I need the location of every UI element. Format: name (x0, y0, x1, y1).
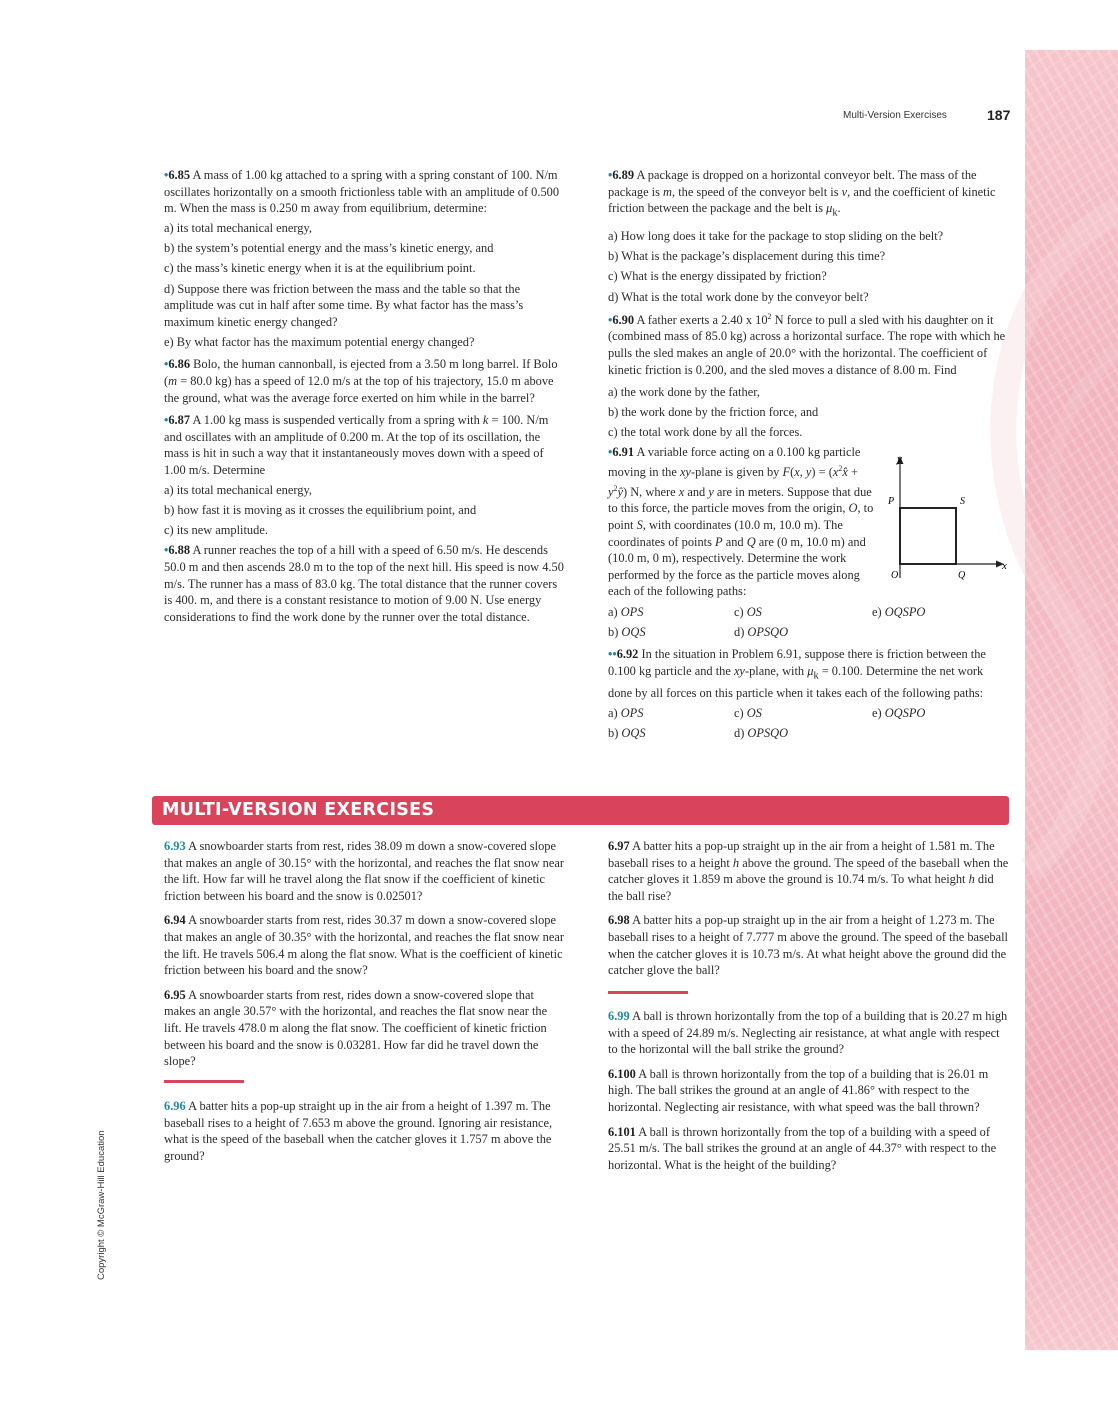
left-column-top (164, 167, 564, 629)
problem-6-86: •6.86 Bolo, the human cannonball, is ejected from a 3.50 m long barrel. If Bolo (m = 80.0 kg) has a speed of 12.0 m/s at the top of his trajectory, 15.0 m above the ground, what was the average force exerted on him while in the barrel? (164, 357, 558, 405)
problem-6-92: ••6.92 In the situation in Problem 6.91, suppose there is friction between the 0.100 kg particle and the xy-plane, with $\mu_k = 0.100$. Determine the net work done by all forces on this particle when it takes each of the following paths: (608, 647, 986, 700)
section-title: MULTI-VERSION EXERCISES (162, 800, 435, 820)
list-item: a) How long does it take for the package to stop sliding on the belt? (608, 229, 944, 244)
right-column-bottom (608, 838, 1010, 983)
problem-6-97: 6.97 A batter hits a pop-up straight up in the air from a height of 1.581 m. The baseball rises to a height h above the ground. The speed of the baseball when the catcher gloves it 1.859 m above the ground is 10.74 m/s. To what height h did the ball rise? (608, 839, 1009, 903)
options-row: a) OPS c) OS e) OQSPO (608, 705, 926, 720)
list-item: c) its new amplitude. (164, 523, 268, 538)
page-number: 187 (987, 107, 1011, 123)
problem-6-90: •6.90 A father exerts a 2.40 x $10^2$ N force to pull a sled with his daughter on it (combined mass of 85.0 kg) across a horizontal surface. The rope with which he pulls the sled makes an angle of 20.0° with the horizontal. The coefficient of kinetic friction is 0.200, and the sled moves a distance of 8.00 m. Find (608, 311, 1006, 377)
list-item: b) the work done by the friction force, and (608, 405, 819, 420)
list-item: a) its total mechanical energy, (164, 221, 312, 236)
problem-6-94: 6.94 A snowboarder starts from rest, rides 30.37 m down a snow-covered slope that makes an angle of 30.35° with the horizontal, and reaches the flat snow near the lift. He travels 506.4 m along the flat snow. What is the coefficient of kinetic friction between his board and the snow? (164, 913, 564, 978)
options-row: a) OPS c) OS e) OQSPO (608, 604, 926, 619)
problem-6-95: 6.95 A snowboarder starts from rest, rides down a snow-covered slope that makes an angle 30.57° with the horizontal, and reaches the flat snow near the lift. He travels 478.0 m along the flat snow. The coefficient of kinetic friction between his board and the snow is 0.03281. How far did he travel down the slope? (164, 987, 548, 1069)
point-o-label: O (891, 570, 899, 581)
copyright-notice: Copyright © McGraw-Hill Education (96, 1130, 107, 1280)
list-item: a) the work done by the father, (608, 385, 760, 400)
list-item: c) What is the energy dissipated by friction? (608, 269, 827, 284)
path-diagram (880, 452, 1020, 592)
point-p-label: P (888, 496, 895, 507)
list-item: b) the system’s potential energy and the mass’s kinetic energy, and (164, 241, 494, 256)
right-column-bottom-2 (608, 1008, 1010, 1178)
problem-6-93: 6.93 A snowboarder starts from rest, rides 38.09 m down a snow-covered slope that makes an angle of 30.15° with the horizontal, and reaches the flat snow near the lift. How far will he travel along the flat snow if the coefficient of kinetic friction between his board and the snow is 0.02501? (164, 839, 564, 903)
problem-6-91: •6.91 A variable force acting on a 0.100 kg particle moving in the xy-plane is given by F(x, $y) = (x^2x̂$ + $y^2ŷ$) N, where x and y are in meters. Suppose that due to this force, the particle moves from the origin, O, to point S, with coordinates (10.0 m, 10.0 m). The coordinates of points P and Q are (0 m, 10.0 m) and (10.0 m, 0 m), respectively. Determine the work performed by the force as the particle moves along each of the following paths: (608, 445, 874, 599)
problem-6-89: •6.89 A package is dropped on a horizontal conveyor belt. The mass of the package is m, the speed of the conveyor belt is v, and the coefficient of kinetic friction between the package and the belt is $\mu_k$. (608, 168, 996, 219)
decorative-edge-band (1025, 50, 1118, 1350)
list-item: e) By what factor has the maximum potential energy changed? (164, 334, 475, 349)
point-s-label: S (960, 496, 965, 507)
problem-6-87: •6.87 A 1.00 kg mass is suspended vertically from a spring with k = 100. N/m and oscillates with an amplitude of 0.200 m. At the top of its oscillation, the mass is hit in such a way that it instantaneously moves down with a speed of 1.00 m/s. Determine (164, 413, 549, 477)
divider (164, 1080, 244, 1083)
problem-6-88: •6.88 A runner reaches the top of a hill with a speed of 6.50 m/s. He descends 50.0 m and then ascends 28.0 m to the top of the next hill. His speed is now 4.50 m/s. The runner has a mass of 83.0 kg. The total distance that the runner covers is 400. m, and there is a constant resistance to motion of 9.00 N. Use energy considerations to find the work done by the runner over the total distance. (164, 543, 564, 624)
list-item: b) What is the package’s displacement during this time? (608, 249, 886, 264)
problem-6-99: 6.99 A ball is thrown horizontally from the top of a building that is 20.27 m high with a speed of 24.89 m/s. Neglecting air resistance, at what angle with respect to the horizontal will the ball strike the ground? (608, 1009, 1008, 1057)
problem-6-101: 6.101 A ball is thrown horizontally from the top of a building with a speed of 25.51 m/s. The ball strikes the ground at an angle of 44.37° with respect to the horizontal. What is the height of the building? (608, 1124, 997, 1172)
section-banner (152, 796, 1009, 825)
list-item: d) What is the total work done by the conveyor belt? (608, 289, 869, 304)
running-head: Multi-Version Exercises (843, 110, 947, 121)
x-axis-label: x (1002, 560, 1007, 572)
list-item: c) the mass’s kinetic energy when it is at the equilibrium point. (164, 261, 476, 276)
point-q-label: Q (958, 570, 966, 581)
options-row: b) OQS d) OPSQO (608, 624, 789, 639)
problem-6-96: 6.96 A batter hits a pop-up straight up in the air from a height of 1.397 m. The baseball rises to a height of 7.653 m above the ground. Ignoring air resistance, what is the speed of the baseball when the catcher gloves it 1.757 m above the ground? (164, 1099, 553, 1163)
divider (608, 991, 688, 994)
options-row: b) OQS d) OPSQO (608, 726, 789, 741)
list-item: c) the total work done by all the forces. (608, 425, 803, 440)
y-axis-label: y (897, 453, 902, 465)
left-column-bottom (164, 838, 564, 1074)
page-header (0, 107, 1118, 126)
problem-6-98: 6.98 A batter hits a pop-up straight up in the air from a height of 1.273 m. The baseball rises to a height of 7.777 m above the ground. The speed of the baseball when the catcher gloves it is 10.73 m/s. At what height above the ground did the catcher glove the ball? (608, 913, 1008, 978)
problem-6-100: 6.100 A ball is thrown horizontally from the top of a building that is 26.01 m high. The ball strikes the ground at an angle of 41.86° with respect to the horizontal. Neglecting air resistance, with what speed was the ball thrown? (608, 1066, 989, 1114)
list-item: b) how fast it is moving as it crosses the equilibrium point, and (164, 503, 477, 518)
list-item: a) its total mechanical energy, (164, 483, 312, 498)
left-column-bottom-2 (164, 1098, 564, 1169)
list-item: d) Suppose there was friction between the mass and the table so that the amplitude was cut in half after some time. By what factor has the mass’s maximum kinetic energy changed? (164, 281, 524, 329)
problem-6-85: •6.85 A mass of 1.00 kg attached to a spring with a spring constant of 100. N/m oscillates horizontally on a smooth frictionless table with an amplitude of 0.500 m. When the mass is 0.250 m away from equilibrium, determine: (164, 168, 560, 216)
